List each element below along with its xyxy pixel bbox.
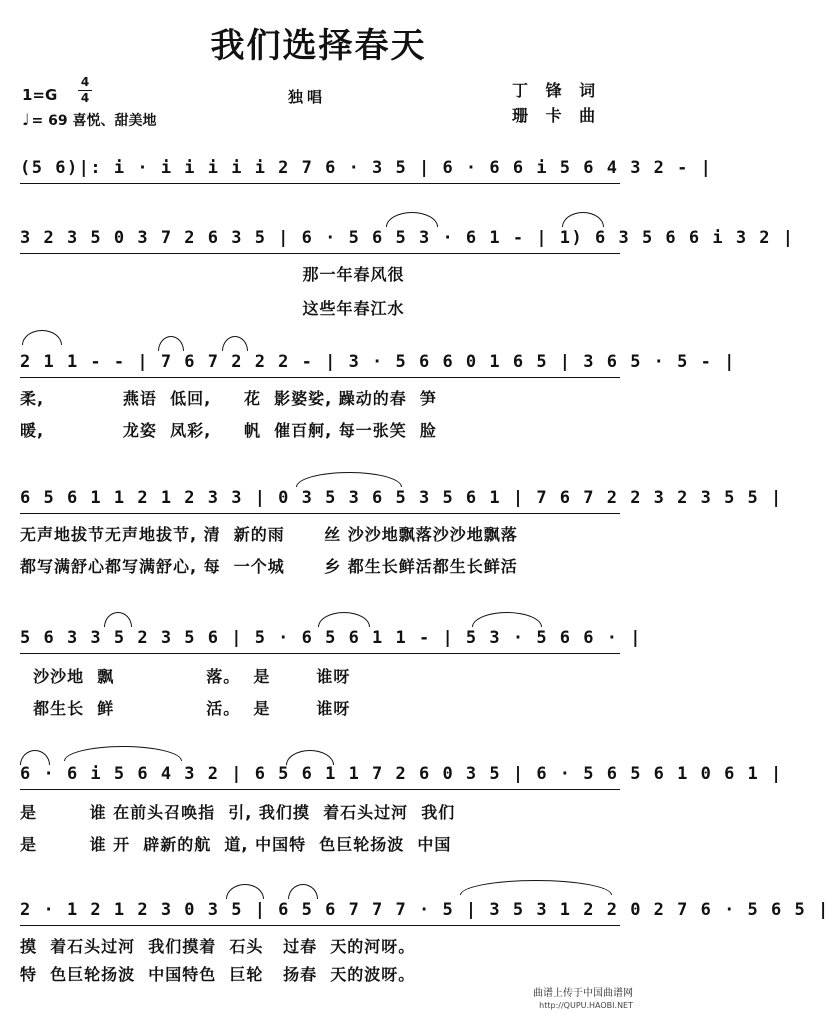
watermark-url: http://QUPU.HAOBI.NET bbox=[539, 1001, 633, 1010]
notation-line: 5 6 3 3 5 2 3 5 6 | 5 · 6 5 6 1 1 - | 5 3 · 5 6 6 · | bbox=[20, 628, 642, 648]
tempo-text: = 69 喜悦、甜美地 bbox=[31, 113, 157, 129]
slur-mark bbox=[318, 612, 370, 627]
composer-credit: 珊 卡 曲 bbox=[512, 106, 602, 125]
time-denominator: 4 bbox=[80, 91, 90, 105]
lyric-verse-1: 那一年春风很 bbox=[20, 265, 405, 284]
lyric-verse-2: 暖, 龙姿 凤彩, 帆 催百舸, 每一张笑 脸 bbox=[20, 421, 437, 440]
lyricist-credit: 丁 锋 词 bbox=[512, 81, 602, 100]
slur-mark bbox=[64, 746, 182, 761]
slur-mark bbox=[562, 212, 604, 227]
tempo-marking bbox=[22, 110, 157, 130]
beam-line bbox=[20, 183, 620, 184]
beam-line bbox=[20, 513, 620, 514]
slur-mark bbox=[226, 884, 264, 899]
slur-mark bbox=[104, 612, 132, 627]
notation-line: 2 1 1 - - | 7 6 7 2 2 2 - | 3 · 5 6 6 0 1 6 5 | 3 6 5 · 5 - | bbox=[20, 352, 736, 372]
watermark-text: 曲谱上传于中国曲谱网 bbox=[533, 988, 633, 999]
lyric-verse-2: 这些年春江水 bbox=[20, 299, 405, 318]
notation-line: 6 5 6 1 1 2 1 2 3 3 | 0 3 5 3 6 5 3 5 6 1 | 7 6 7 2 2 3 2 3 5 5 | bbox=[20, 488, 783, 508]
notation-line: 3 2 3 5 0 3 7 2 6 3 5 | 6 · 5 6 5 3 · 6 1 - | 1) 6 3 5 6 6 i 3 2 | bbox=[20, 228, 795, 248]
staff-system-7 bbox=[0, 898, 830, 922]
lyric-verse-1: 无声地拔节无声地拔节, 清 新的雨 丝 沙沙地飘落沙沙地飘落 bbox=[20, 525, 518, 544]
staff-system-1 bbox=[0, 156, 713, 180]
time-numerator: 4 bbox=[80, 75, 90, 89]
slur-mark bbox=[386, 212, 438, 227]
beam-line bbox=[20, 377, 620, 378]
staff-system-2 bbox=[0, 226, 795, 250]
beam-line bbox=[20, 789, 620, 790]
lyric-verse-1: 柔, 燕语 低回, 花 影婆娑, 躁动的春 笋 bbox=[20, 389, 437, 408]
beam-line bbox=[20, 653, 620, 654]
time-signature bbox=[78, 76, 92, 105]
beam-line bbox=[20, 925, 620, 926]
notation-line: 6 · 6 i 5 6 4 3 2 | 6 5 6 1 1 7 2 6 0 3 5 | 6 · 5 6 5 6 1 0 6 1 | bbox=[20, 764, 783, 784]
slur-mark bbox=[460, 880, 612, 895]
staff-system-5 bbox=[0, 626, 642, 650]
key-signature: 1=G bbox=[22, 86, 58, 104]
staff-system-6 bbox=[0, 762, 783, 786]
lyric-verse-1: 是 谁 在前头召唤指 引, 我们摸 着石头过河 我们 bbox=[20, 803, 456, 822]
staff-system-3 bbox=[0, 350, 736, 374]
lyric-verse-1: 沙沙地 飘 落。 是 谁呀 bbox=[20, 667, 351, 686]
song-title: 我们选择春天 bbox=[210, 26, 427, 66]
site-watermark bbox=[533, 988, 633, 1012]
slur-mark bbox=[472, 612, 542, 627]
lyric-verse-1: 摸 着石头过河 我们摸着 石头 过春 天的河呀。 bbox=[20, 937, 416, 956]
quarter-note-icon: ♩ bbox=[22, 110, 30, 129]
notation-line: 2 · 1 2 1 2 3 0 3 5 | 6 5 6 7 7 7 · 5 | 3 5 3 1 2 2 0 2 7 6 · 5 6 5 | bbox=[20, 900, 830, 920]
lyric-verse-2: 是 谁 开 辟新的航 道, 中国特 色巨轮扬波 中国 bbox=[20, 835, 452, 854]
slur-mark bbox=[158, 336, 184, 351]
lyric-verse-2: 特 色巨轮扬波 中国特色 巨轮 扬春 天的波呀。 bbox=[20, 965, 416, 984]
lyric-verse-2: 都写满舒心都写满舒心, 每 一个城 乡 都生长鲜活都生长鲜活 bbox=[20, 557, 518, 576]
slur-mark bbox=[288, 884, 318, 899]
notation-line: (5 6)|: i · i i i i i 2 7 6 · 3 5 | 6 · 6 6 i 5 6 4 3 2 - | bbox=[20, 158, 713, 178]
beam-line bbox=[20, 253, 620, 254]
performance-style: 独唱 bbox=[288, 88, 327, 106]
slur-mark bbox=[296, 472, 402, 487]
lyric-verse-2: 都生长 鲜 活。 是 谁呀 bbox=[20, 699, 351, 718]
slur-mark bbox=[22, 330, 62, 345]
slur-mark bbox=[222, 336, 248, 351]
staff-system-4 bbox=[0, 486, 783, 510]
